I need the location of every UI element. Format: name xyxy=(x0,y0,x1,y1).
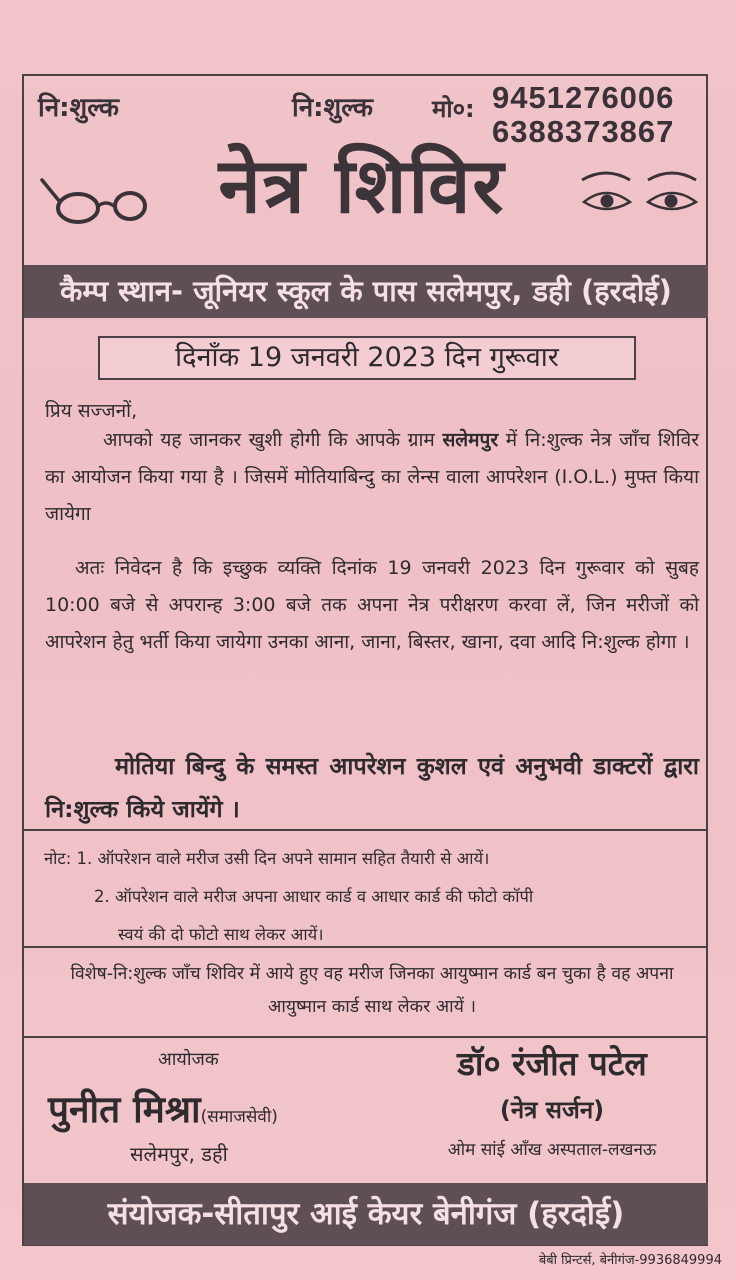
organizer-label: आयोजक xyxy=(158,1049,219,1070)
note-line-1: नोट: 1. ऑपरेशन वाले मरीज उसी दिन अपने सामान सहित तैयारी से आयें। xyxy=(44,849,490,868)
organizer-name-block xyxy=(48,1082,278,1133)
organizer-name: पुनीत मिश्रा xyxy=(48,1088,201,1131)
coordinator-banner: संयोजक-सीतापुर आई केयर बेनीगंज (हरदोई) xyxy=(24,1183,708,1245)
eyes-icon xyxy=(578,168,702,228)
phone-label: मो०: xyxy=(432,95,475,123)
printer-credit: बेबी प्रिन्टर्स, बेनीगंज-9936849994 xyxy=(538,1253,722,1268)
special-notice: विशेष-नि:शुल्क जाँच शिविर में आये हुए वह मरीज जिनका आयुष्मान कार्ड बन चुका है वह अपना आयुष्मान कार्ड साथ लेकर आयें । xyxy=(70,964,674,1017)
highlight-statement: मोतिया बिन्दु के समस्त आपरेशन कुशल एवं अनुभवी डाक्टरों द्वारा नि:शुल्क किये जायेंगे । xyxy=(45,752,699,823)
divider-special-top xyxy=(24,946,708,948)
organizer-role: (समाजसेवी) xyxy=(200,1107,278,1127)
eyeglasses-icon xyxy=(36,172,148,232)
village-name: सलेमपुर xyxy=(442,429,499,451)
body-paragraph-1-end: में नि:शुल्क नेत्र जाँच शिविर का आयोजन किया गया है । जिसमें मोतियाबिन्दु का लेन्स वाला आपरेशन (I.O.L.) मुफ्त किया जायेगा xyxy=(45,429,699,525)
divider-notes-top xyxy=(24,829,708,831)
doctor-name: डॉ० रंजीत पटेल xyxy=(457,1044,647,1083)
phone-number-1: 9451276006 xyxy=(492,80,675,115)
note-line-2: 2. ऑपरेशन वाले मरीज अपना आधार कार्ड व आधार कार्ड की फोटो कॉपी xyxy=(94,887,534,906)
organizer-place: सलेमपुर, डही xyxy=(130,1142,228,1166)
body-paragraph-2: अतः निवेदन है कि इच्छुक व्यक्ति दिनांक 19 जनवरी 2023 दिन गुरूवार को सुबह 10:00 बजे से अपरान्ह 3:00 बजे तक अपना नेत्र परीक्षरण करवा लें, जिन मरीजों को आपरेशन हेतु भर्ती किया जायेगा उनका आना, जाना, बिस्तर, खाना, दवा आदि नि:शुल्क होगा । xyxy=(45,557,699,653)
camp-date: दिनाँक 19 जनवरी 2023 दिन गुरूवार xyxy=(98,336,636,380)
doctor-title: (नेत्र सर्जन) xyxy=(499,1096,605,1124)
phone-number-2: 6388373867 xyxy=(492,114,675,149)
free-label-left: नि:शुल्क xyxy=(38,93,119,123)
note-line-3: स्वयं की दो फोटो साथ लेकर आयें। xyxy=(118,925,324,944)
body-paragraph-1 xyxy=(45,422,699,532)
body-paragraph-1-start: आपको यह जानकर खुशी होगी कि आपके ग्राम xyxy=(103,429,443,451)
greeting: प्रिय सज्जनों, xyxy=(45,400,138,422)
free-label-center: नि:शुल्क xyxy=(292,93,373,123)
doctor-hospital: ओम सांई आँख अस्पताल-लखनऊ xyxy=(447,1140,657,1160)
divider-special-bottom xyxy=(24,1036,708,1038)
camp-title: नेत्र शिविर xyxy=(218,141,506,230)
camp-location-banner: कैम्प स्थान- जूनियर स्कूल के पास सलेमपुर, डही (हरदोई) xyxy=(24,265,708,318)
